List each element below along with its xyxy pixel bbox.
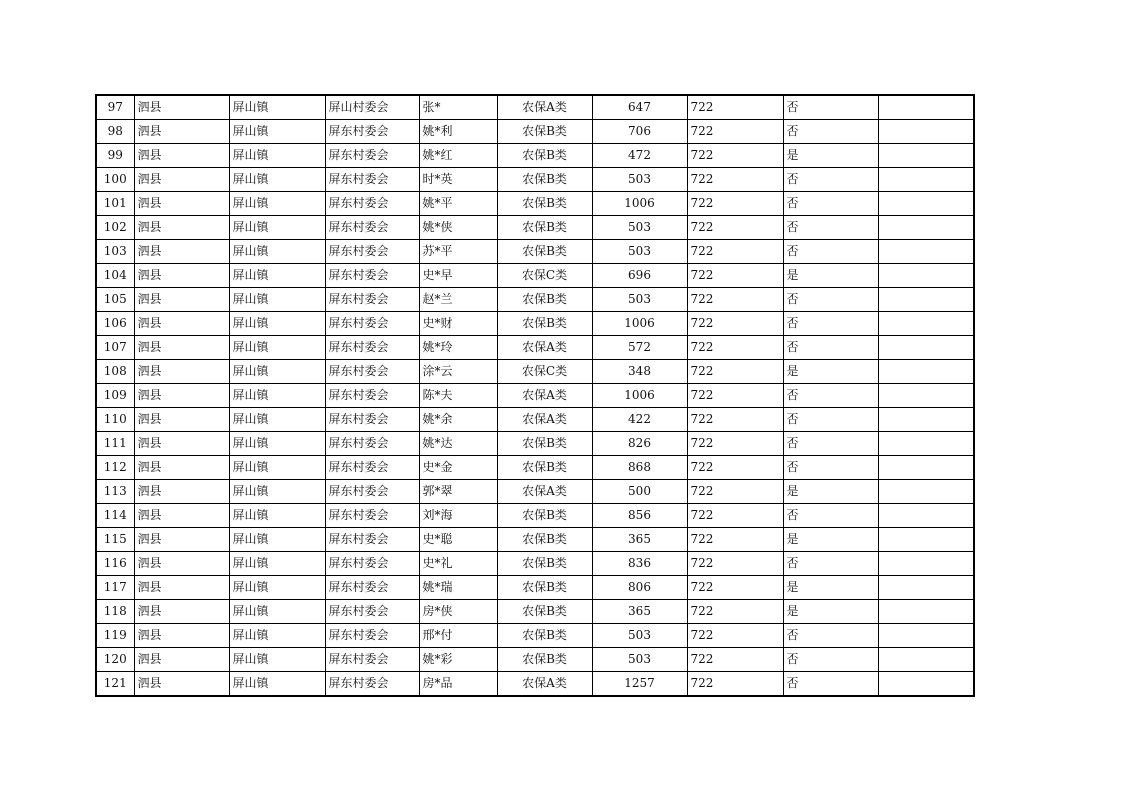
amount-cell: 856 (592, 504, 687, 528)
flag-cell: 否 (783, 408, 878, 432)
table-row (96, 552, 974, 576)
data-table (95, 94, 975, 697)
standard-cell: 722 (687, 168, 783, 192)
village-committee-cell: 屏东村委会 (325, 552, 419, 576)
insurance-type-cell: 农保B类 (497, 240, 592, 264)
insurance-type-cell: 农保B类 (497, 504, 592, 528)
flag-cell: 是 (783, 576, 878, 600)
amount-cell: 503 (592, 240, 687, 264)
insurance-type-cell: 农保B类 (497, 432, 592, 456)
table-row (96, 600, 974, 624)
table-row (96, 480, 974, 504)
town-cell: 屏山镇 (229, 552, 325, 576)
insurance-type-cell: 农保B类 (497, 600, 592, 624)
remark-cell (878, 144, 974, 168)
standard-cell: 722 (687, 240, 783, 264)
village-committee-cell: 屏东村委会 (325, 120, 419, 144)
amount-cell: 503 (592, 648, 687, 672)
town-cell: 屏山镇 (229, 312, 325, 336)
flag-cell: 否 (783, 312, 878, 336)
flag-cell: 是 (783, 528, 878, 552)
village-committee-cell: 屏东村委会 (325, 600, 419, 624)
county-cell: 泗县 (134, 600, 229, 624)
name-cell: 姚*红 (419, 144, 497, 168)
table-body (96, 95, 974, 696)
town-cell: 屏山镇 (229, 480, 325, 504)
county-cell: 泗县 (134, 480, 229, 504)
insurance-type-cell: 农保B类 (497, 168, 592, 192)
flag-cell: 否 (783, 336, 878, 360)
flag-cell: 否 (783, 384, 878, 408)
amount-cell: 1006 (592, 312, 687, 336)
village-committee-cell: 屏东村委会 (325, 384, 419, 408)
amount-cell: 836 (592, 552, 687, 576)
standard-cell: 722 (687, 312, 783, 336)
flag-cell: 否 (783, 456, 878, 480)
name-cell: 姚*达 (419, 432, 497, 456)
table-row (96, 528, 974, 552)
flag-cell: 否 (783, 648, 878, 672)
amount-cell: 500 (592, 480, 687, 504)
standard-cell: 722 (687, 288, 783, 312)
row-index-cell: 112 (96, 456, 134, 480)
remark-cell (878, 168, 974, 192)
name-cell: 姚*彩 (419, 648, 497, 672)
name-cell: 姚*利 (419, 120, 497, 144)
village-committee-cell: 屏东村委会 (325, 336, 419, 360)
remark-cell (878, 288, 974, 312)
row-index-cell: 111 (96, 432, 134, 456)
county-cell: 泗县 (134, 384, 229, 408)
village-committee-cell: 屏东村委会 (325, 192, 419, 216)
county-cell: 泗县 (134, 624, 229, 648)
standard-cell: 722 (687, 648, 783, 672)
town-cell: 屏山镇 (229, 408, 325, 432)
county-cell: 泗县 (134, 312, 229, 336)
remark-cell (878, 95, 974, 120)
standard-cell: 722 (687, 624, 783, 648)
row-index-cell: 108 (96, 360, 134, 384)
insurance-type-cell: 农保A类 (497, 336, 592, 360)
amount-cell: 806 (592, 576, 687, 600)
name-cell: 姚*侠 (419, 216, 497, 240)
town-cell: 屏山镇 (229, 168, 325, 192)
table-row (96, 192, 974, 216)
standard-cell: 722 (687, 504, 783, 528)
town-cell: 屏山镇 (229, 600, 325, 624)
row-index-cell: 103 (96, 240, 134, 264)
insurance-type-cell: 农保B类 (497, 648, 592, 672)
table-row (96, 504, 974, 528)
standard-cell: 722 (687, 552, 783, 576)
insurance-type-cell: 农保C类 (497, 360, 592, 384)
town-cell: 屏山镇 (229, 432, 325, 456)
flag-cell: 否 (783, 120, 878, 144)
amount-cell: 503 (592, 216, 687, 240)
village-committee-cell: 屏东村委会 (325, 360, 419, 384)
table-row (96, 168, 974, 192)
village-committee-cell: 屏东村委会 (325, 264, 419, 288)
table-row (96, 576, 974, 600)
town-cell: 屏山镇 (229, 192, 325, 216)
name-cell: 房*侠 (419, 600, 497, 624)
village-committee-cell: 屏东村委会 (325, 528, 419, 552)
amount-cell: 1006 (592, 384, 687, 408)
county-cell: 泗县 (134, 144, 229, 168)
flag-cell: 否 (783, 624, 878, 648)
standard-cell: 722 (687, 336, 783, 360)
amount-cell: 868 (592, 456, 687, 480)
county-cell: 泗县 (134, 240, 229, 264)
county-cell: 泗县 (134, 408, 229, 432)
town-cell: 屏山镇 (229, 672, 325, 697)
flag-cell: 是 (783, 480, 878, 504)
flag-cell: 否 (783, 216, 878, 240)
table-row (96, 672, 974, 697)
flag-cell: 否 (783, 240, 878, 264)
name-cell: 郭*翠 (419, 480, 497, 504)
standard-cell: 722 (687, 480, 783, 504)
row-index-cell: 98 (96, 120, 134, 144)
row-index-cell: 121 (96, 672, 134, 697)
standard-cell: 722 (687, 672, 783, 697)
insurance-type-cell: 农保B类 (497, 576, 592, 600)
table-row (96, 648, 974, 672)
flag-cell: 否 (783, 168, 878, 192)
amount-cell: 706 (592, 120, 687, 144)
row-index-cell: 114 (96, 504, 134, 528)
insurance-type-cell: 农保C类 (497, 264, 592, 288)
name-cell: 房*品 (419, 672, 497, 697)
remark-cell (878, 264, 974, 288)
name-cell: 苏*平 (419, 240, 497, 264)
table-row (96, 312, 974, 336)
remark-cell (878, 192, 974, 216)
name-cell: 史*礼 (419, 552, 497, 576)
row-index-cell: 113 (96, 480, 134, 504)
flag-cell: 否 (783, 288, 878, 312)
name-cell: 姚*余 (419, 408, 497, 432)
insurance-type-cell: 农保A类 (497, 95, 592, 120)
town-cell: 屏山镇 (229, 264, 325, 288)
insurance-type-cell: 农保B类 (497, 552, 592, 576)
county-cell: 泗县 (134, 336, 229, 360)
row-index-cell: 102 (96, 216, 134, 240)
table-row (96, 432, 974, 456)
table-row (96, 384, 974, 408)
remark-cell (878, 624, 974, 648)
name-cell: 张* (419, 95, 497, 120)
name-cell: 涂*云 (419, 360, 497, 384)
remark-cell (878, 408, 974, 432)
town-cell: 屏山镇 (229, 240, 325, 264)
remark-cell (878, 336, 974, 360)
standard-cell: 722 (687, 95, 783, 120)
row-index-cell: 110 (96, 408, 134, 432)
row-index-cell: 109 (96, 384, 134, 408)
row-index-cell: 119 (96, 624, 134, 648)
flag-cell: 否 (783, 192, 878, 216)
amount-cell: 503 (592, 168, 687, 192)
town-cell: 屏山镇 (229, 528, 325, 552)
remark-cell (878, 648, 974, 672)
insurance-type-cell: 农保B类 (497, 288, 592, 312)
standard-cell: 722 (687, 408, 783, 432)
remark-cell (878, 576, 974, 600)
table-row (96, 624, 974, 648)
insurance-type-cell: 农保B类 (497, 216, 592, 240)
town-cell: 屏山镇 (229, 216, 325, 240)
village-committee-cell: 屏东村委会 (325, 432, 419, 456)
standard-cell: 722 (687, 600, 783, 624)
name-cell: 史*财 (419, 312, 497, 336)
town-cell: 屏山镇 (229, 144, 325, 168)
name-cell: 史*早 (419, 264, 497, 288)
amount-cell: 365 (592, 600, 687, 624)
town-cell: 屏山镇 (229, 336, 325, 360)
row-index-cell: 107 (96, 336, 134, 360)
county-cell: 泗县 (134, 528, 229, 552)
flag-cell: 是 (783, 144, 878, 168)
flag-cell: 否 (783, 504, 878, 528)
insurance-type-cell: 农保B类 (497, 120, 592, 144)
name-cell: 姚*平 (419, 192, 497, 216)
insurance-type-cell: 农保B类 (497, 144, 592, 168)
village-committee-cell: 屏东村委会 (325, 672, 419, 697)
amount-cell: 647 (592, 95, 687, 120)
county-cell: 泗县 (134, 504, 229, 528)
name-cell: 刘*海 (419, 504, 497, 528)
row-index-cell: 117 (96, 576, 134, 600)
row-index-cell: 99 (96, 144, 134, 168)
standard-cell: 722 (687, 264, 783, 288)
county-cell: 泗县 (134, 552, 229, 576)
village-committee-cell: 屏东村委会 (325, 648, 419, 672)
standard-cell: 722 (687, 456, 783, 480)
village-committee-cell: 屏东村委会 (325, 240, 419, 264)
flag-cell: 否 (783, 432, 878, 456)
village-committee-cell: 屏东村委会 (325, 144, 419, 168)
flag-cell: 是 (783, 264, 878, 288)
county-cell: 泗县 (134, 168, 229, 192)
amount-cell: 503 (592, 288, 687, 312)
standard-cell: 722 (687, 144, 783, 168)
remark-cell (878, 432, 974, 456)
town-cell: 屏山镇 (229, 120, 325, 144)
village-committee-cell: 屏东村委会 (325, 480, 419, 504)
town-cell: 屏山镇 (229, 504, 325, 528)
insurance-type-cell: 农保B类 (497, 192, 592, 216)
name-cell: 陈*夫 (419, 384, 497, 408)
standard-cell: 722 (687, 576, 783, 600)
amount-cell: 1257 (592, 672, 687, 697)
village-committee-cell: 屏东村委会 (325, 288, 419, 312)
insurance-type-cell: 农保B类 (497, 624, 592, 648)
amount-cell: 422 (592, 408, 687, 432)
name-cell: 赵*兰 (419, 288, 497, 312)
standard-cell: 722 (687, 432, 783, 456)
table-row (96, 408, 974, 432)
row-index-cell: 115 (96, 528, 134, 552)
village-committee-cell: 屏东村委会 (325, 504, 419, 528)
standard-cell: 722 (687, 216, 783, 240)
name-cell: 时*英 (419, 168, 497, 192)
name-cell: 姚*玲 (419, 336, 497, 360)
remark-cell (878, 360, 974, 384)
table-row (96, 120, 974, 144)
standard-cell: 722 (687, 360, 783, 384)
village-committee-cell: 屏东村委会 (325, 624, 419, 648)
table-row (96, 240, 974, 264)
county-cell: 泗县 (134, 216, 229, 240)
name-cell: 姚*瑞 (419, 576, 497, 600)
town-cell: 屏山镇 (229, 384, 325, 408)
county-cell: 泗县 (134, 264, 229, 288)
county-cell: 泗县 (134, 360, 229, 384)
remark-cell (878, 120, 974, 144)
remark-cell (878, 480, 974, 504)
town-cell: 屏山镇 (229, 624, 325, 648)
row-index-cell: 104 (96, 264, 134, 288)
row-index-cell: 101 (96, 192, 134, 216)
flag-cell: 否 (783, 552, 878, 576)
amount-cell: 365 (592, 528, 687, 552)
county-cell: 泗县 (134, 456, 229, 480)
remark-cell (878, 600, 974, 624)
amount-cell: 472 (592, 144, 687, 168)
town-cell: 屏山镇 (229, 576, 325, 600)
county-cell: 泗县 (134, 95, 229, 120)
row-index-cell: 116 (96, 552, 134, 576)
table-row (96, 360, 974, 384)
row-index-cell: 120 (96, 648, 134, 672)
remark-cell (878, 240, 974, 264)
amount-cell: 503 (592, 624, 687, 648)
flag-cell: 否 (783, 672, 878, 697)
town-cell: 屏山镇 (229, 456, 325, 480)
village-committee-cell: 屏东村委会 (325, 168, 419, 192)
insurance-type-cell: 农保A类 (497, 384, 592, 408)
village-committee-cell: 屏东村委会 (325, 312, 419, 336)
flag-cell: 否 (783, 95, 878, 120)
remark-cell (878, 456, 974, 480)
standard-cell: 722 (687, 192, 783, 216)
row-index-cell: 100 (96, 168, 134, 192)
table-row (96, 264, 974, 288)
village-committee-cell: 屏东村委会 (325, 216, 419, 240)
town-cell: 屏山镇 (229, 288, 325, 312)
county-cell: 泗县 (134, 648, 229, 672)
remark-cell (878, 528, 974, 552)
county-cell: 泗县 (134, 192, 229, 216)
table-row (96, 336, 974, 360)
county-cell: 泗县 (134, 672, 229, 697)
flag-cell: 是 (783, 360, 878, 384)
table-row (96, 144, 974, 168)
standard-cell: 722 (687, 120, 783, 144)
remark-cell (878, 504, 974, 528)
remark-cell (878, 216, 974, 240)
insurance-type-cell: 农保A类 (497, 672, 592, 697)
insurance-type-cell: 农保B类 (497, 456, 592, 480)
row-index-cell: 97 (96, 95, 134, 120)
amount-cell: 696 (592, 264, 687, 288)
remark-cell (878, 672, 974, 697)
county-cell: 泗县 (134, 576, 229, 600)
amount-cell: 1006 (592, 192, 687, 216)
insurance-type-cell: 农保B类 (497, 528, 592, 552)
row-index-cell: 118 (96, 600, 134, 624)
village-committee-cell: 屏东村委会 (325, 408, 419, 432)
town-cell: 屏山镇 (229, 360, 325, 384)
flag-cell: 是 (783, 600, 878, 624)
name-cell: 史*聪 (419, 528, 497, 552)
county-cell: 泗县 (134, 432, 229, 456)
name-cell: 邢*付 (419, 624, 497, 648)
amount-cell: 348 (592, 360, 687, 384)
insurance-type-cell: 农保A类 (497, 480, 592, 504)
amount-cell: 826 (592, 432, 687, 456)
row-index-cell: 105 (96, 288, 134, 312)
village-committee-cell: 屏东村委会 (325, 456, 419, 480)
county-cell: 泗县 (134, 288, 229, 312)
village-committee-cell: 屏山村委会 (325, 95, 419, 120)
standard-cell: 722 (687, 528, 783, 552)
county-cell: 泗县 (134, 120, 229, 144)
remark-cell (878, 312, 974, 336)
remark-cell (878, 552, 974, 576)
table-row (96, 216, 974, 240)
table-row (96, 456, 974, 480)
insurance-type-cell: 农保A类 (497, 408, 592, 432)
town-cell: 屏山镇 (229, 648, 325, 672)
insurance-type-cell: 农保B类 (497, 312, 592, 336)
name-cell: 史*金 (419, 456, 497, 480)
amount-cell: 572 (592, 336, 687, 360)
town-cell: 屏山镇 (229, 95, 325, 120)
table-row (96, 95, 974, 120)
table-row (96, 288, 974, 312)
standard-cell: 722 (687, 384, 783, 408)
village-committee-cell: 屏东村委会 (325, 576, 419, 600)
remark-cell (878, 384, 974, 408)
row-index-cell: 106 (96, 312, 134, 336)
